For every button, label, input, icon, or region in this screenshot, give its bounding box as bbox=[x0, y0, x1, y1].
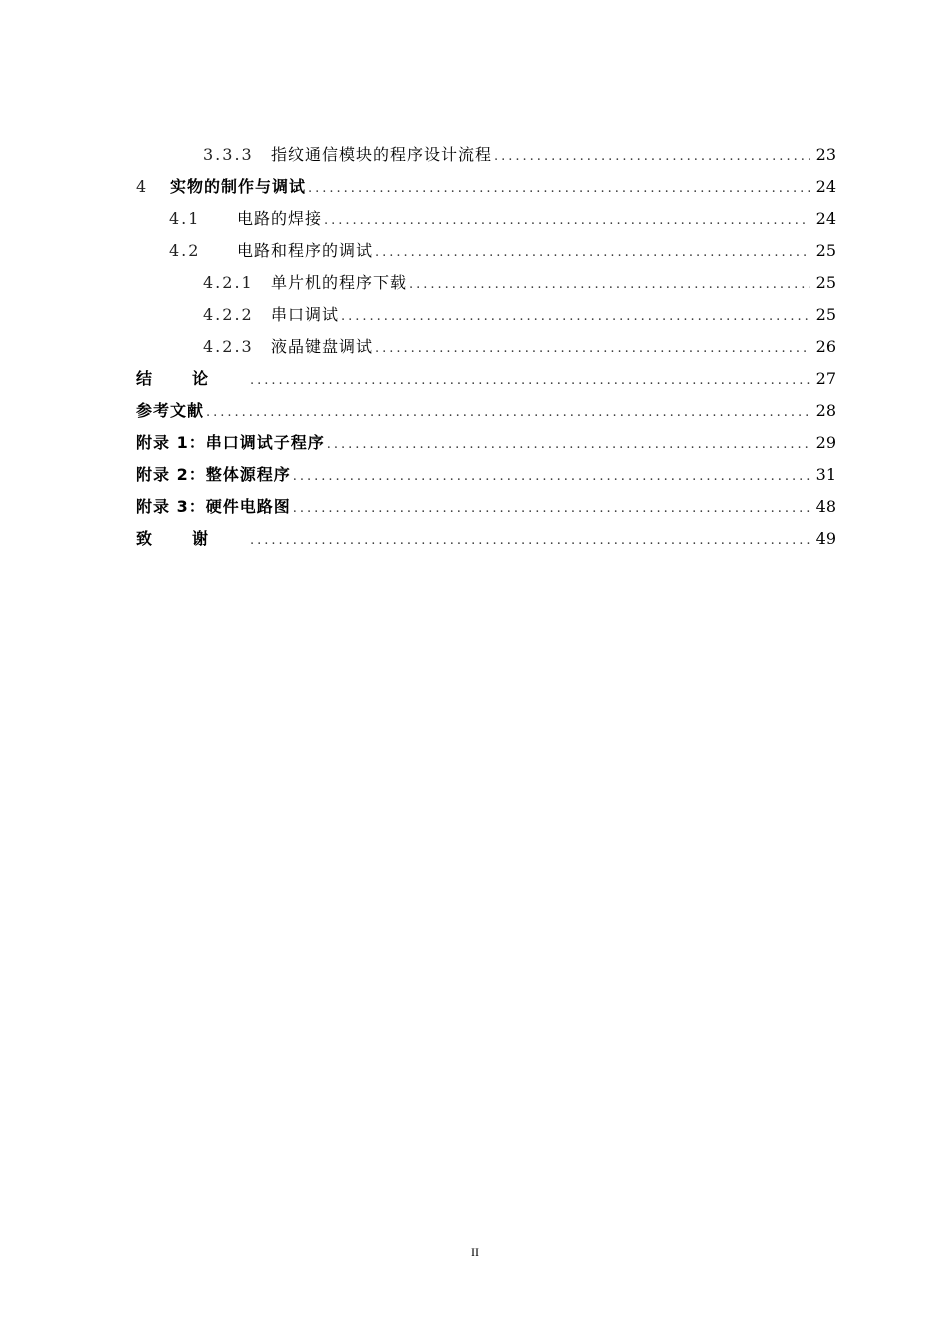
dot-leader bbox=[250, 367, 810, 395]
toc-entry-number: 4 bbox=[136, 177, 149, 196]
toc-entry-3-3-3[interactable] bbox=[136, 141, 836, 173]
toc-entry-page: 25 bbox=[815, 305, 836, 324]
toc-entry-page: 28 bbox=[815, 401, 836, 420]
toc-entry-title: 附录 3：硬件电路图 bbox=[136, 497, 291, 516]
toc-entry-number: 4.1 bbox=[169, 209, 201, 228]
page-number: II bbox=[471, 1245, 479, 1259]
dot-leader bbox=[341, 303, 810, 331]
toc-entry-4-2-3[interactable] bbox=[136, 333, 836, 365]
dot-leader bbox=[206, 399, 810, 427]
dot-leader bbox=[308, 175, 810, 203]
toc-entry-page: 26 bbox=[815, 337, 836, 356]
toc-entry-page: 25 bbox=[815, 273, 836, 292]
toc-entry-appendix-3[interactable] bbox=[136, 493, 836, 525]
toc-entry-title: 电路的焊接 bbox=[237, 209, 323, 228]
dot-leader bbox=[293, 463, 810, 491]
toc-entry-title: 附录 1：串口调试子程序 bbox=[136, 433, 325, 452]
toc-entry-title: 单片机的程序下载 bbox=[271, 273, 408, 292]
toc-entry-page: 27 bbox=[815, 369, 836, 388]
toc-entry-4-1[interactable] bbox=[136, 205, 836, 237]
toc-entry-page: 23 bbox=[815, 145, 836, 164]
toc-entry-page: 24 bbox=[815, 209, 836, 228]
toc-entry-page: 49 bbox=[815, 529, 836, 548]
toc-entry-title: 致谢 bbox=[136, 529, 249, 548]
toc-entry-page: 48 bbox=[815, 497, 836, 516]
toc-entry-appendix-2[interactable] bbox=[136, 461, 836, 493]
toc-entry-acknowledgements[interactable] bbox=[136, 525, 836, 557]
toc-entry-title: 电路和程序的调试 bbox=[237, 241, 374, 260]
dot-leader bbox=[327, 431, 810, 459]
dot-leader bbox=[375, 239, 810, 267]
toc-entry-4-2-2[interactable] bbox=[136, 301, 836, 333]
toc-entry-number: 4.2 bbox=[169, 241, 201, 260]
toc-entry-number: 4.2.3 bbox=[203, 337, 254, 356]
toc-entry-appendix-1[interactable] bbox=[136, 429, 836, 461]
toc-entry-title: 实物的制作与调试 bbox=[170, 177, 307, 196]
dot-leader bbox=[293, 495, 810, 523]
toc-entry-number: 4.2.2 bbox=[203, 305, 254, 324]
toc-entry-title: 参考文献 bbox=[136, 401, 205, 420]
toc-entry-4-2[interactable] bbox=[136, 237, 836, 269]
table-of-contents bbox=[136, 141, 836, 557]
toc-entry-number: 4.2.1 bbox=[203, 273, 254, 292]
toc-entry-title: 附录 2：整体源程序 bbox=[136, 465, 291, 484]
toc-entry-title: 指纹通信模块的程序设计流程 bbox=[271, 145, 493, 164]
dot-leader bbox=[375, 335, 810, 363]
toc-entry-4[interactable] bbox=[136, 173, 836, 205]
dot-leader bbox=[250, 527, 810, 555]
toc-entry-page: 25 bbox=[815, 241, 836, 260]
toc-entry-title: 液晶键盘调试 bbox=[271, 337, 374, 356]
toc-entry-page: 29 bbox=[815, 433, 836, 452]
dot-leader bbox=[409, 271, 810, 299]
toc-entry-page: 24 bbox=[815, 177, 836, 196]
dot-leader bbox=[324, 207, 810, 235]
dot-leader bbox=[494, 143, 810, 171]
toc-entry-conclusion[interactable] bbox=[136, 365, 836, 397]
toc-entry-references[interactable] bbox=[136, 397, 836, 429]
toc-entry-4-2-1[interactable] bbox=[136, 269, 836, 301]
toc-entry-title: 串口调试 bbox=[271, 305, 340, 324]
toc-entry-number: 3.3.3 bbox=[203, 145, 254, 164]
toc-entry-page: 31 bbox=[815, 465, 836, 484]
toc-entry-title: 结论 bbox=[136, 369, 249, 388]
